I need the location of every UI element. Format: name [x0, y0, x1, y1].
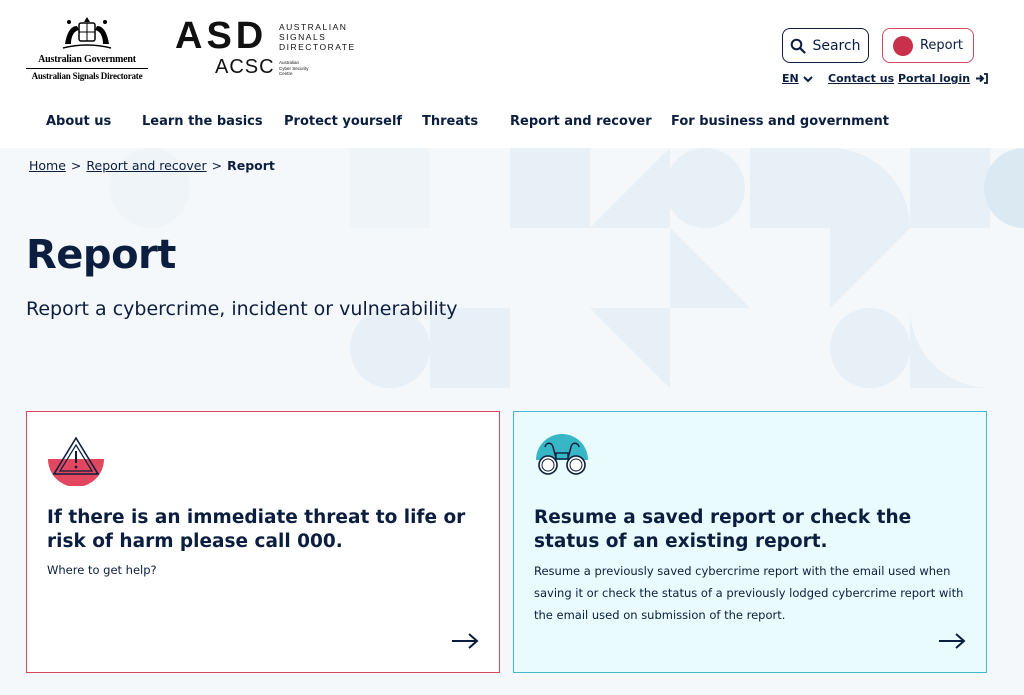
nav-report-and-recover[interactable]: Report and recover — [510, 114, 652, 129]
search-button-label: Search — [812, 37, 861, 54]
emergency-card-text[interactable]: Where to get help? — [47, 563, 157, 577]
coat-of-arms-icon — [57, 14, 117, 52]
portal-login-label: Portal login — [898, 72, 971, 85]
main-navigation — [0, 98, 1024, 148]
breadcrumb-current: Report — [227, 158, 275, 173]
warning-icon — [47, 434, 105, 490]
resume-report-card[interactable] — [513, 411, 987, 673]
australian-government-logo[interactable] — [26, 14, 148, 84]
nav-protect-yourself[interactable]: Protect yourself — [284, 114, 403, 129]
resume-card-title: Resume a saved report or check the status of an existing report. — [534, 507, 912, 552]
breadcrumb-separator: > — [211, 158, 223, 173]
binoculars-icon — [534, 434, 590, 480]
nav-business-government[interactable]: For business and government — [671, 114, 889, 129]
chevron-down-icon — [803, 75, 813, 83]
language-selector[interactable] — [782, 72, 813, 85]
page-subtitle: Report a cybercrime, incident or vulnerability — [26, 298, 458, 320]
contact-us-link[interactable]: Contact us — [828, 72, 895, 85]
breadcrumb — [29, 158, 275, 173]
nav-about-us[interactable]: About us — [46, 114, 112, 129]
gov-agency: Australian Signals Directorate — [31, 71, 143, 81]
emergency-card-title: If there is an immediate threat to life or risk of harm please call 000. — [47, 507, 466, 552]
login-icon — [975, 73, 988, 84]
search-icon — [790, 38, 806, 54]
asd-subtitle: AUSTRALIAN SIGNALS DIRECTORATE — [279, 22, 356, 52]
gov-name: Australian Government — [38, 54, 136, 65]
emergency-card[interactable] — [26, 411, 500, 673]
report-button[interactable] — [882, 28, 974, 63]
asd-wordmark: ASD — [175, 15, 268, 57]
site-header — [0, 0, 1024, 98]
language-label: EN — [782, 72, 799, 85]
nav-threats[interactable]: Threats — [422, 114, 479, 129]
page-title: Report — [26, 232, 176, 278]
acsc-wordmark: ACSC — [215, 56, 275, 78]
arrow-right-icon[interactable] — [938, 632, 966, 654]
report-icon — [893, 36, 913, 56]
hero-banner — [0, 148, 1024, 388]
search-button[interactable] — [782, 28, 869, 63]
resume-card-text: Resume a previously saved cybercrime report with the email used when saving it or check the status of a previously lodged cybercrime report with the email used on submission of the report. — [534, 564, 964, 622]
breadcrumb-parent[interactable]: Report and recover — [86, 158, 207, 173]
breadcrumb-separator: > — [70, 158, 82, 173]
arrow-right-icon[interactable] — [451, 632, 479, 654]
acsc-subtitle: Australian Cyber Security Centre — [279, 60, 309, 76]
gov-rule — [26, 68, 148, 69]
portal-login-link[interactable] — [898, 72, 988, 85]
report-button-label: Report — [919, 38, 964, 53]
nav-learn-the-basics[interactable]: Learn the basics — [142, 114, 263, 129]
breadcrumb-home[interactable]: Home — [29, 158, 66, 173]
asd-acsc-logo[interactable] — [175, 16, 355, 86]
